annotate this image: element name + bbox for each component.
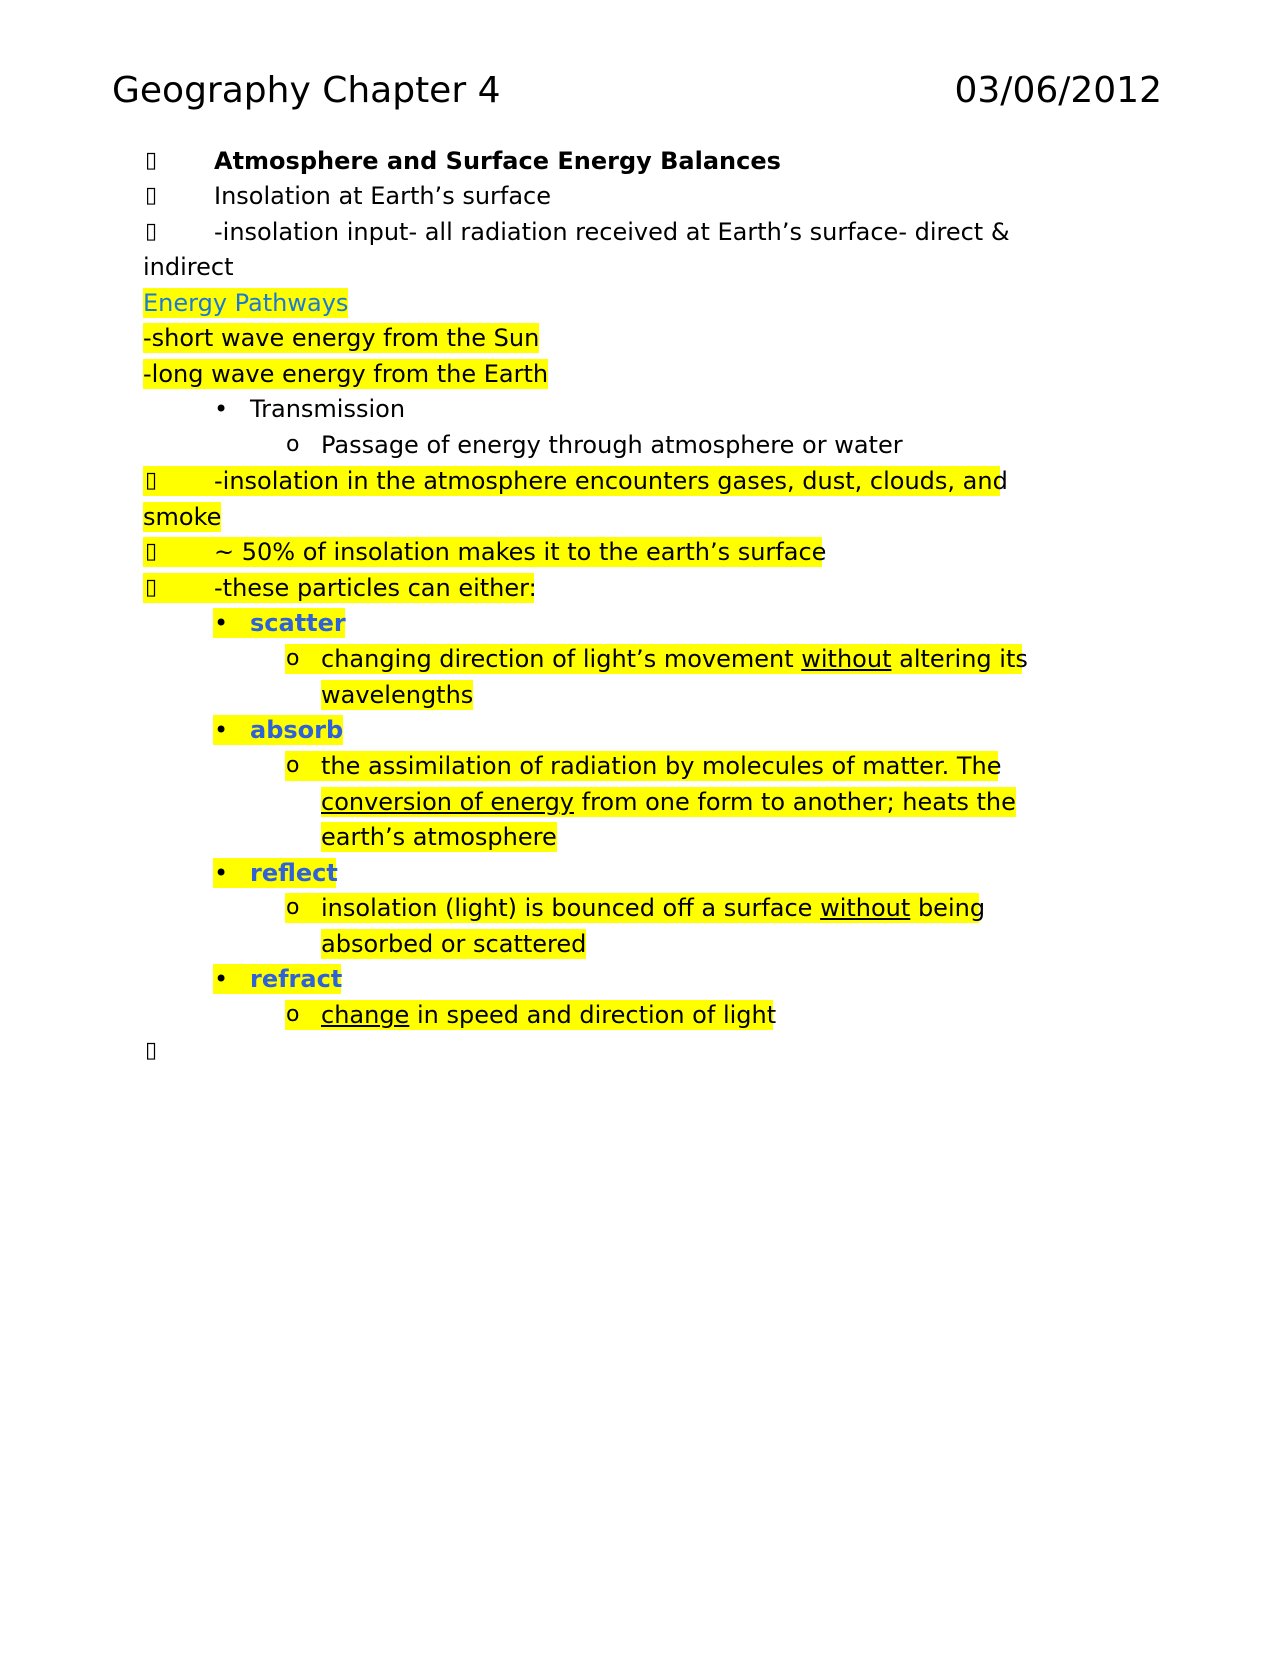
section-subheading: Insolation at Earth’s surface [214,182,552,210]
box-glyph-icon: ▯ [145,183,158,208]
bullet-icon: • [214,965,229,993]
box-glyph-icon: ▯ [145,468,158,493]
term-absorb: absorb [250,716,344,744]
absorb-definition-continued: conversion of energy from one form to another; heats the [321,788,1016,816]
document-header [112,70,1162,120]
scatter-definition: changing direction of light’s movement without altering its [321,645,1028,673]
long-wave-line: -long wave energy from the Earth [143,360,549,388]
insolation-encounters-continued: smoke [143,503,222,531]
bullet-icon: • [214,609,229,637]
scatter-definition-continued: wavelengths [321,681,474,709]
box-glyph-icon: ▯ [145,575,158,600]
box-glyph-icon: ▯ [145,539,158,564]
box-glyph-icon: ▯ [145,148,158,173]
fifty-percent-line: ~ 50% of insolation makes it to the earth’s surface [214,538,827,566]
term-reflect: reflect [250,859,338,887]
reflect-definition: insolation (light) is bounced off a surface without being [321,894,986,922]
particles-line: -these particles can either: [214,574,537,602]
page-date: 03/06/2012 [954,70,1162,111]
sub-bullet-icon: o [286,895,300,920]
term-scatter: scatter [250,609,346,637]
box-glyph-icon: ▯ [145,1038,158,1063]
absorb-definition: the assimilation of radiation by molecules of matter. The [321,752,1002,780]
sub-bullet-icon: o [286,646,300,671]
insolation-input-line: -insolation input- all radiation received at Earth’s surface- direct & [214,218,1010,246]
sub-bullet-icon: o [286,432,300,457]
term-refract: refract [250,965,343,993]
insolation-encounters-line: -insolation in the atmosphere encounters gases, dust, clouds, and [214,467,1008,495]
sub-bullet-icon: o [286,753,300,778]
refract-definition: change in speed and direction of light [321,1001,777,1029]
short-wave-line: -short wave energy from the Sun [143,324,540,352]
box-glyph-icon: ▯ [145,219,158,244]
reflect-definition-continued: absorbed or scattered [321,930,587,958]
transmission-label: Transmission [250,395,406,423]
sub-bullet-icon: o [286,1002,300,1027]
bullet-icon: • [214,395,229,423]
absorb-definition-end: earth’s atmosphere [321,823,557,851]
bullet-icon: • [214,716,229,744]
bullet-icon: • [214,859,229,887]
section-heading: Atmosphere and Surface Energy Balances [214,147,781,175]
energy-pathways-title: Energy Pathways [143,289,349,317]
insolation-input-continued: indirect [143,253,234,281]
page-title: Geography Chapter 4 [112,70,501,111]
transmission-definition: Passage of energy through atmosphere or water [321,431,903,459]
